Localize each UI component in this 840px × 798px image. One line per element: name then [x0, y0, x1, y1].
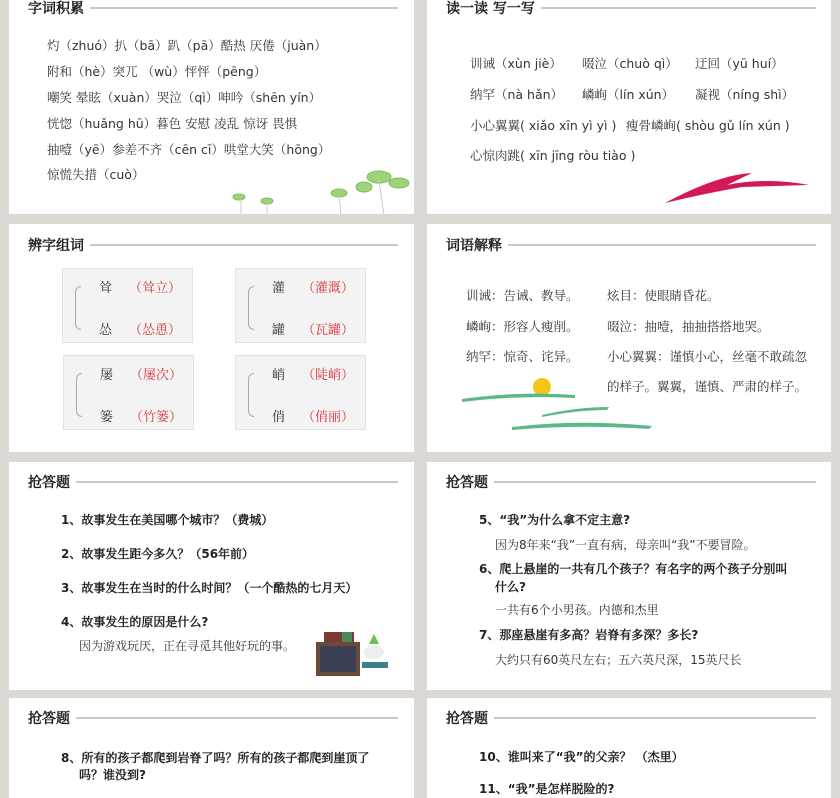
slide-title	[446, 472, 816, 492]
word-item: 瘦骨嶙峋( shòu gǔ lín xún )	[626, 118, 790, 133]
question: 5、“我”为什么拿不定主意?	[479, 513, 631, 527]
char-group-box	[235, 355, 366, 430]
answer: 因为8年来“我”一直有病，母亲叫“我”不要冒险。	[495, 538, 756, 552]
divider	[76, 481, 398, 483]
vocab-line: 抽噎（yē）参差不齐（cēn cī）哄堂大笑（hōng）	[47, 142, 331, 157]
char-group-box	[62, 268, 193, 343]
definition: 小心翼翼：谨慎小心，丝毫不敢疏忽	[607, 349, 808, 364]
word: （瓦罐）	[302, 323, 355, 338]
word-item: 纳罕（nà hǎn）	[470, 87, 564, 102]
question: 3、故事发生在当时的什么时间？（一个酷热的七月天）	[61, 581, 358, 595]
slide-distinguish-characters	[9, 224, 414, 452]
word-item: 嶙峋（lín xún）	[582, 87, 675, 102]
word-item: 迂回（yū huí）	[695, 56, 784, 71]
word-item: 小心翼翼( xiǎo xīn yì yì )	[470, 118, 617, 133]
brace-icon	[248, 286, 254, 330]
slide-quiz-1	[9, 462, 414, 690]
slide-title	[446, 235, 816, 255]
word-item: 凝视（níng shì）	[695, 87, 795, 102]
title-text: 字词积累	[28, 1, 84, 17]
slide-title	[446, 708, 816, 728]
definition: 的样子。翼翼，谨慎、严肃的样子。	[607, 379, 808, 394]
char: 篓	[100, 410, 114, 425]
word: （竹篓）	[130, 410, 183, 425]
question: 11、“我”是怎样脱险的?	[479, 782, 615, 796]
slide-title	[28, 235, 398, 255]
word: （俏丽）	[302, 410, 355, 425]
vocab-line: 灼（zhuó）扒（bā）趴（pā）酷热 厌倦（juàn）	[47, 38, 327, 53]
vocab-line: 惊慌失措（cuò）	[47, 167, 145, 182]
divider	[494, 717, 816, 719]
brace-icon	[76, 373, 82, 417]
slide-word-accumulation	[9, 0, 414, 214]
divider	[541, 7, 816, 9]
definition: 炫目：使眼睛昏花。	[607, 288, 720, 303]
definition: 训诫：告诫、教导。	[466, 288, 579, 303]
vocab-line: 嘲笑 晕眩（xuàn）哭泣（qì）呻吟（shēn yín）	[47, 90, 322, 105]
title-text: 抢答题	[446, 475, 488, 491]
word: （怂恿）	[129, 323, 182, 338]
vocab-line: 附和（hè）突兀 （wù）怦怦（pēng）	[47, 64, 267, 79]
word-item: 训诫（xùn jiè）	[470, 56, 562, 71]
word: （屡次）	[130, 368, 183, 383]
answer: 一共有6个小男孩。内德和杰里	[495, 603, 659, 617]
definition: 纳罕：惊奇、诧异。	[466, 349, 579, 364]
char-group-box	[63, 355, 194, 430]
question: 4、故事发生的原因是什么?	[61, 615, 209, 629]
slide-title	[28, 472, 398, 492]
answer: 因为游戏玩厌，正在寻觅其他好玩的事。	[79, 639, 296, 653]
question: 7、那座悬崖有多高？岩脊有多深？多长?	[479, 628, 699, 642]
slide-word-explanation	[427, 224, 831, 452]
brace-icon	[75, 286, 81, 330]
word: （耸立）	[129, 281, 182, 296]
question: 10、谁叫来了“我”的父亲？ （杰里）	[479, 750, 684, 764]
char: 屡	[100, 368, 114, 383]
title-text: 辨字组词	[28, 238, 84, 254]
title-text: 抢答题	[28, 711, 70, 727]
question: 8、所有的孩子都爬到岩脊了吗？所有的孩子都爬到崖顶了	[61, 751, 370, 765]
char: 怂	[99, 323, 113, 338]
question: 1、故事发生在美国哪个城市？（费城）	[61, 513, 274, 527]
slide-title	[446, 0, 816, 18]
word-item: 啜泣（chuò qì）	[582, 56, 678, 71]
slide-quiz-3	[9, 698, 414, 798]
char: 灌	[272, 281, 286, 296]
title-text: 抢答题	[28, 475, 70, 491]
question: 什么?	[495, 580, 526, 594]
char: 罐	[272, 323, 286, 338]
question: 6、爬上悬崖的一共有几个孩子？有名字的两个孩子分别叫	[479, 562, 788, 576]
question: 2、故事发生距今多久？（56年前）	[61, 547, 255, 561]
sprout-decoration-icon	[219, 165, 414, 214]
sunrise-decoration-icon	[457, 369, 657, 439]
vocab-line: 恍惚（huǎng hū）暮色 安慰 凌乱 惊讶 畏惧	[47, 116, 298, 131]
title-text: 抢答题	[446, 711, 488, 727]
char: 峭	[272, 368, 286, 383]
brace-icon	[248, 373, 254, 417]
slide-title	[28, 708, 398, 728]
slide-quiz-4	[427, 698, 831, 798]
word: （陡峭）	[302, 368, 355, 383]
slide-title	[28, 0, 398, 18]
blackboard-books-icon	[314, 630, 394, 680]
word: （灌溉）	[302, 281, 355, 296]
definition: 嶙峋：形容人瘦削。	[466, 319, 579, 334]
divider	[508, 244, 816, 246]
char-group-box	[235, 268, 366, 343]
title-text: 读一读 写一写	[446, 1, 535, 17]
char: 俏	[272, 410, 286, 425]
divider	[90, 244, 398, 246]
divider	[494, 481, 816, 483]
slide-quiz-2	[427, 462, 831, 690]
divider	[76, 717, 398, 719]
word-item: 心惊肉跳( xīn jīng ròu tiào )	[470, 148, 636, 163]
slide-read-write	[427, 0, 831, 214]
answer: 大约只有60英尺左右；五六英尺深，15英尺长	[495, 653, 742, 667]
definition: 啜泣：抽噎，抽抽搭搭地哭。	[607, 319, 770, 334]
char: 耸	[99, 281, 113, 296]
brush-stroke-decoration-icon	[657, 165, 817, 210]
title-text: 词语解释	[446, 238, 502, 254]
question: 吗？谁没到?	[79, 768, 146, 782]
divider	[90, 7, 398, 9]
